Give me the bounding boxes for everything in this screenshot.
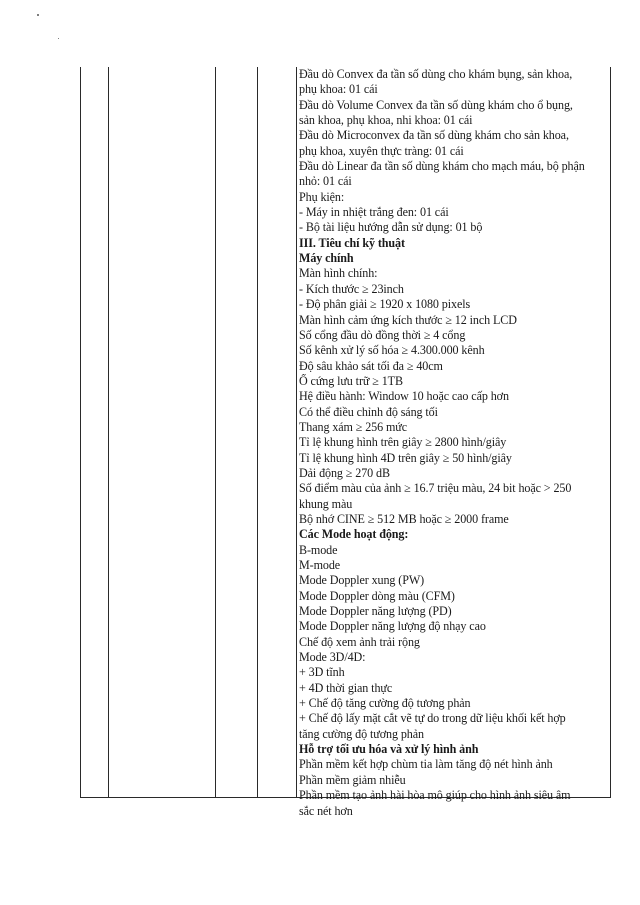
spec-line: - Máy in nhiệt trắng đen: 01 cái [299,205,449,220]
spec-line: Màn hình chính: [299,266,378,281]
table-border [296,67,297,798]
spec-line: Thang xám ≥ 256 mức [299,419,408,434]
spec-line: Bộ nhớ CINE ≥ 512 MB hoặc ≥ 2000 frame [299,511,509,526]
spec-table [80,67,611,818]
spec-line: M-mode [299,558,341,572]
spec-line: + 4D thời gian thực [299,680,393,695]
table-border [80,67,81,798]
spec-line: Màn hình cảm ứng kích thước ≥ 12 inch LCD [299,312,517,327]
spec-line: Đầu dò Microconvex đa tần số dùng khám cho sản khoa, [299,128,569,143]
table-border [108,67,109,798]
table-border [610,67,611,798]
spec-line: Mode Doppler dòng màu (CFM) [299,588,455,603]
spec-line: Phần mềm tạo ảnh hài hòa mô giúp cho hình ảnh siêu âm [299,788,571,803]
scan-speck [58,38,59,39]
spec-line: + Chế độ lấy mặt cắt vẽ tự do trong dữ liệu khối kết hợp [299,711,566,726]
spec-line: Ổ cứng lưu trữ ≥ 1TB [299,373,403,388]
spec-line: Chế độ xem ảnh trải rộng [299,634,420,649]
spec-line: phụ khoa: 01 cái [299,82,378,97]
spec-line: Số điểm màu của ảnh ≥ 16.7 triệu màu, 24 bit hoặc > 250 [299,481,572,496]
spec-line: - Độ phân giải ≥ 1920 x 1080 pixels [299,297,471,312]
spec-line: khung màu [299,496,353,511]
spec-line: + 3D tĩnh [299,665,345,680]
spec-line: Đầu dò Convex đa tần số dùng cho khám bụng, sản khoa, [299,67,573,81]
spec-line: B-mode [299,542,338,557]
spec-line: Số cổng đầu dò đồng thời ≥ 4 cổng [299,327,466,342]
spec-line: Đầu dò Volume Convex đa tần số dùng khám cho ổ bụng, [299,97,573,112]
spec-line: nhỏ: 01 cái [299,174,352,189]
spec-line: sản khoa, phụ khoa, nhi khoa: 01 cái [299,113,473,128]
table-border [257,67,258,798]
section-heading: III. Tiêu chí kỹ thuật [299,235,405,250]
spec-line: Dải động ≥ 270 dB [299,465,390,480]
section-heading: Máy chính [299,251,354,266]
scan-speck [37,14,39,16]
spec-line: Số kênh xử lý số hóa ≥ 4.300.000 kênh [299,343,485,358]
spec-line: Mode Doppler năng lượng độ nhạy cao [299,619,486,634]
spec-line: Độ sâu khảo sát tối đa ≥ 40cm [299,358,443,373]
spec-line: - Kích thước ≥ 23inch [299,281,404,296]
spec-line: Mode Doppler xung (PW) [299,573,425,588]
spec-line: Mode Doppler năng lượng (PD) [299,604,452,619]
section-heading: Hỗ trợ tối ưu hóa và xử lý hình ảnh [299,742,479,757]
section-heading: Các Mode hoạt động: [299,527,409,542]
spec-line: + Chế độ tăng cường độ tương phản [299,696,471,711]
spec-line: Tỉ lệ khung hình 4D trên giây ≥ 50 hình/giây [299,450,512,465]
spec-line: phụ khoa, xuyên thực tràng: 01 cái [299,143,464,158]
table-border [215,67,216,798]
spec-line: Đầu dò Linear đa tần số dùng khám cho mạch máu, bộ phận [299,159,585,174]
spec-line: sắc nét hơn [299,803,353,818]
spec-line: Tỉ lệ khung hình trên giây ≥ 2800 hình/giây [299,435,507,450]
spec-line: Phụ kiện: [299,189,345,204]
spec-cell-content [299,67,606,819]
spec-line: Mode 3D/4D: [299,650,366,665]
spec-line: Hệ điều hành: Window 10 hoặc cao cấp hơn [299,389,509,404]
spec-line: Phần mềm kết hợp chùm tia làm tăng độ nét hình ảnh [299,757,553,772]
spec-line: Có thể điều chỉnh độ sáng tối [299,404,438,419]
spec-line: - Bộ tài liệu hướng dẫn sử dụng: 01 bộ [299,220,483,235]
spec-line: tăng cường độ tương phản [299,726,424,741]
spec-line: Phần mềm giảm nhiễu [299,772,406,787]
